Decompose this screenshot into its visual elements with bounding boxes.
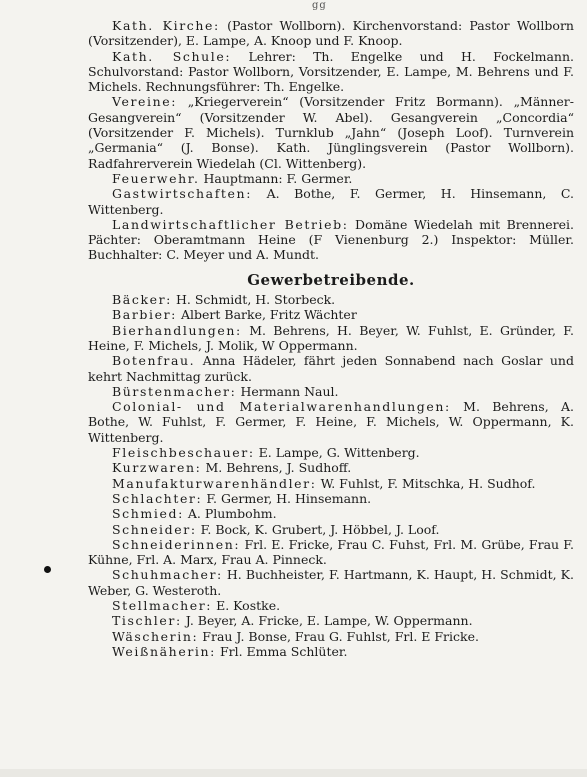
- entry-heading: Kath. Schule:: [112, 48, 232, 64]
- entry-text: (Pastor Wollborn). Kirchenvorstand: Pastor Wollborn (Vorsitzender), E. Lampe, A. Knoop und F. Knoop.: [88, 18, 574, 49]
- trade-entry: [88, 613, 574, 628]
- trade-entry: [88, 598, 574, 613]
- entry-text: F. Germer, H. Hinsemann.: [206, 490, 372, 506]
- entry-heading: Tischler:: [112, 613, 182, 629]
- entry-heading: Schneider:: [112, 521, 197, 537]
- entry-heading: Manufakturwarenhändler:: [112, 475, 317, 491]
- trade-entry: [88, 384, 574, 399]
- entry-text: Frl. Emma Schlüter.: [219, 643, 348, 659]
- entry-text: J. Beyer, A. Fricke, E. Lampe, W. Oppermann.: [185, 613, 473, 629]
- entry-text: M. Behrens, J. Sudhoff.: [205, 460, 352, 476]
- entry-heading: Schuhmacher:: [112, 567, 223, 583]
- entry-heading: Bierhandlungen:: [112, 322, 242, 338]
- document-body: [88, 18, 574, 659]
- entry-heading: Kurzwaren:: [112, 460, 202, 476]
- entry-text: H. Buchheister, F. Hartmann, K. Haupt, H. Schmidt, K. Weber, G. Westeroth.: [88, 567, 574, 598]
- entry-heading: Bürstenmacher:: [112, 383, 237, 399]
- trades-section: [88, 292, 574, 659]
- entry-heading: Bäcker:: [112, 292, 172, 308]
- trade-entry: [88, 629, 574, 644]
- trade-entry: [88, 323, 574, 354]
- entry-text: Frau J. Bonse, Frau G. Fuhlst, Frl. E Fricke.: [202, 628, 479, 644]
- entry-text: H. Schmidt, H. Storbeck.: [175, 292, 336, 308]
- entry-heading: Schneiderinnen:: [112, 536, 241, 552]
- entry-text: Hauptmann: F. Germer.: [203, 170, 353, 186]
- entry-heading: Kath. Kirche:: [112, 18, 220, 33]
- entry-heading: Feuerwehr.: [112, 170, 200, 186]
- entry-text: Lehrer: Th. Engelke und H. Fockelmann. Schulvorstand: Pastor Wollborn, Vorsitzender, E. Lampe, M. Behrens und F. Michels. Rechnungsführer: Th. Engelke.: [88, 48, 574, 95]
- trade-entry: [88, 567, 574, 598]
- entry-text: M. Behrens, H. Beyer, W. Fuhlst, E. Gründer, F. Heine, F. Michels, J. Molik, W Oppermann.: [88, 322, 574, 353]
- trade-entry: [88, 537, 574, 568]
- entry-text: Anna Hädeler, fährt jeden Sonnabend nach Goslar und kehrt Nachmittag zurück.: [88, 353, 574, 384]
- entry-heading: Wäscherin:: [112, 628, 199, 644]
- trade-entry: [88, 353, 574, 384]
- entry-heading: Vereine:: [112, 94, 178, 110]
- entry-heading: Landwirtschaftlicher Betrieb:: [112, 216, 349, 232]
- entry-heading: Schlachter:: [112, 490, 203, 506]
- entry-heading: Weißnäherin:: [112, 643, 216, 659]
- trade-entry: [88, 445, 574, 460]
- trade-entry: [88, 399, 574, 445]
- entry-text: „Kriegerverein“ (Vorsitzender Fritz Bormann). „Männer-Gesangverein“ (Vorsitzender W. Abel). Gesangverein „Concordia“ (Vorsitzender F. Michels). Turnklub „Jahn“ (Joseph Loof). Turnverein „Germania“ (J. Bonse). Kath. Jünglingsverein (Pastor Wollborn). Radfahrerverein Wiedelah (Cl. Wittenberg).: [88, 94, 574, 171]
- directory-entry: [88, 18, 574, 49]
- trade-entry: [88, 491, 574, 506]
- entry-text: E. Kostke.: [216, 597, 281, 613]
- entry-text: M. Behrens, A. Bothe, W. Fuhlst, F. Germer, F. Heine, F. Michels, W. Oppermann, K. Wittenberg.: [88, 399, 574, 445]
- entry-text: A. Plumbohm.: [187, 506, 277, 522]
- page-header-mark: gg: [312, 0, 327, 11]
- entry-heading: Colonial- und Materialwarenhandlungen:: [112, 399, 451, 415]
- entry-text: Domäne Wiedelah mit Brennerei. Pächter: Oberamtmann Heine (F Vienenburg 2.) Inspektor: Müller. Buchhalter: C. Meyer und A. Mundt.: [88, 216, 574, 263]
- trade-entry: [88, 292, 574, 307]
- directory-entry: [88, 186, 574, 217]
- directory-entry: [88, 217, 574, 263]
- entry-text: Hermann Naul.: [240, 383, 339, 399]
- entry-text: Albert Barke, Fritz Wächter: [180, 307, 357, 323]
- entry-heading: Botenfrau.: [112, 353, 196, 369]
- entry-heading: Stellmacher:: [112, 597, 213, 613]
- trade-entry: [88, 460, 574, 475]
- directory-entry: [88, 94, 574, 170]
- entry-heading: Gastwirtschaften:: [112, 186, 252, 202]
- entry-text: A. Bothe, F. Germer, H. Hinsemann, C. Wittenberg.: [88, 186, 574, 217]
- trade-entry: [88, 644, 574, 659]
- directory-entry: [88, 171, 574, 186]
- entry-text: F. Bock, K. Grubert, J. Höbbel, J. Loof.: [200, 521, 440, 537]
- trade-entry: [88, 506, 574, 521]
- page-bottom-edge: [0, 769, 587, 777]
- entry-text: E. Lampe, G. Wittenberg.: [258, 445, 420, 461]
- entry-heading: Fleischbeschauer:: [112, 445, 255, 461]
- trade-entry: [88, 522, 574, 537]
- entry-text: W. Fuhlst, F. Mitschka, H. Sudhof.: [320, 475, 536, 491]
- trade-entry: [88, 307, 574, 322]
- institutions-section: [88, 18, 574, 263]
- entry-heading: Barbier:: [112, 307, 177, 323]
- ink-blot: [44, 566, 51, 573]
- entry-text: Frl. E. Fricke, Frau C. Fuhst, Frl. M. Grübe, Frau F. Kühne, Frl. A. Marx, Frau A. Pinneck.: [88, 536, 574, 568]
- trade-entry: [88, 476, 574, 491]
- section-heading: Gewerbetreibende.: [247, 270, 415, 289]
- directory-entry: [88, 49, 574, 95]
- entry-heading: Schmied:: [112, 506, 184, 522]
